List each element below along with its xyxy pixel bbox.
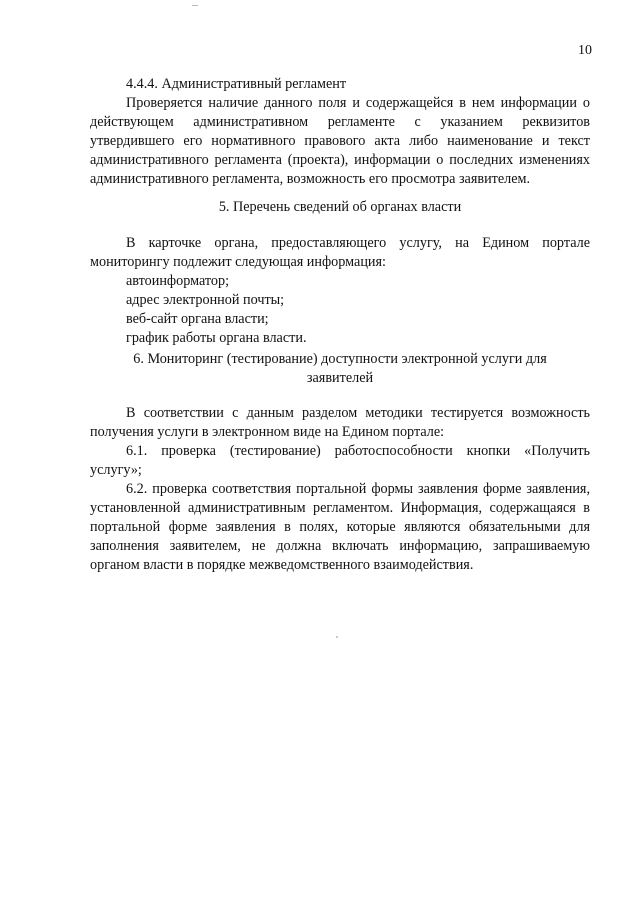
section-6-title-line-2: заявителей: [306, 370, 374, 386]
section-4-4-4-paragraph: Проверяется наличие данного поля и содержащейся в нем информации о действующем административном регламенте с указанием реквизитов утвердившего его нормативного правового акта либо наименование и текст административного регламента (проекта), информации о последних изменениях административного регламента, возможность его просмотра заявителем.: [90, 95, 590, 187]
list-item-website: веб-сайт органа власти;: [126, 311, 269, 327]
list-item-email: адрес электронной почты;: [126, 292, 285, 308]
scan-artifact-bottom: [336, 636, 338, 638]
section-6-body: [90, 404, 590, 575]
section-5-title-text: 5. Перечень сведений об органах власти: [218, 199, 462, 215]
scan-artifact-top: [192, 5, 198, 6]
section-6-item-2: 6.2. проверка соответствия портальной формы заявления форме заявления, установленной административным регламентом. Информация, содержащаяся в портальной форме заявления в полях, которые являются обязательными для заполнения заявителем, не должна включать информацию, запрашиваемую органом власти в порядке межведомственного взаимодействия.: [90, 481, 590, 573]
section-6-title-line-1: 6. Мониторинг (тестирование) доступности электронной услуги для: [133, 351, 547, 367]
section-6-item-1: 6.1. проверка (тестирование) работоспособности кнопки «Получить услугу»;: [90, 443, 590, 478]
section-6-intro: В соответствии с данным разделом методики тестируется возможность получения услуги в электронном виде на Едином портале:: [90, 405, 590, 440]
page-number: 10: [578, 43, 592, 58]
list-item-autoinformer: автоинформатор;: [126, 273, 230, 289]
section-6-title: [90, 350, 590, 388]
section-5-title: [90, 198, 590, 217]
section-4-4-4: [90, 75, 590, 189]
list-item-schedule: график работы органа власти.: [126, 330, 307, 346]
section-4-4-4-heading: 4.4.4. Административный регламент: [126, 76, 347, 92]
section-5-intro: В карточке органа, предоставляющего услугу, на Едином портале мониторингу подлежит следующая информация:: [90, 235, 590, 270]
section-5-body: [90, 234, 590, 348]
